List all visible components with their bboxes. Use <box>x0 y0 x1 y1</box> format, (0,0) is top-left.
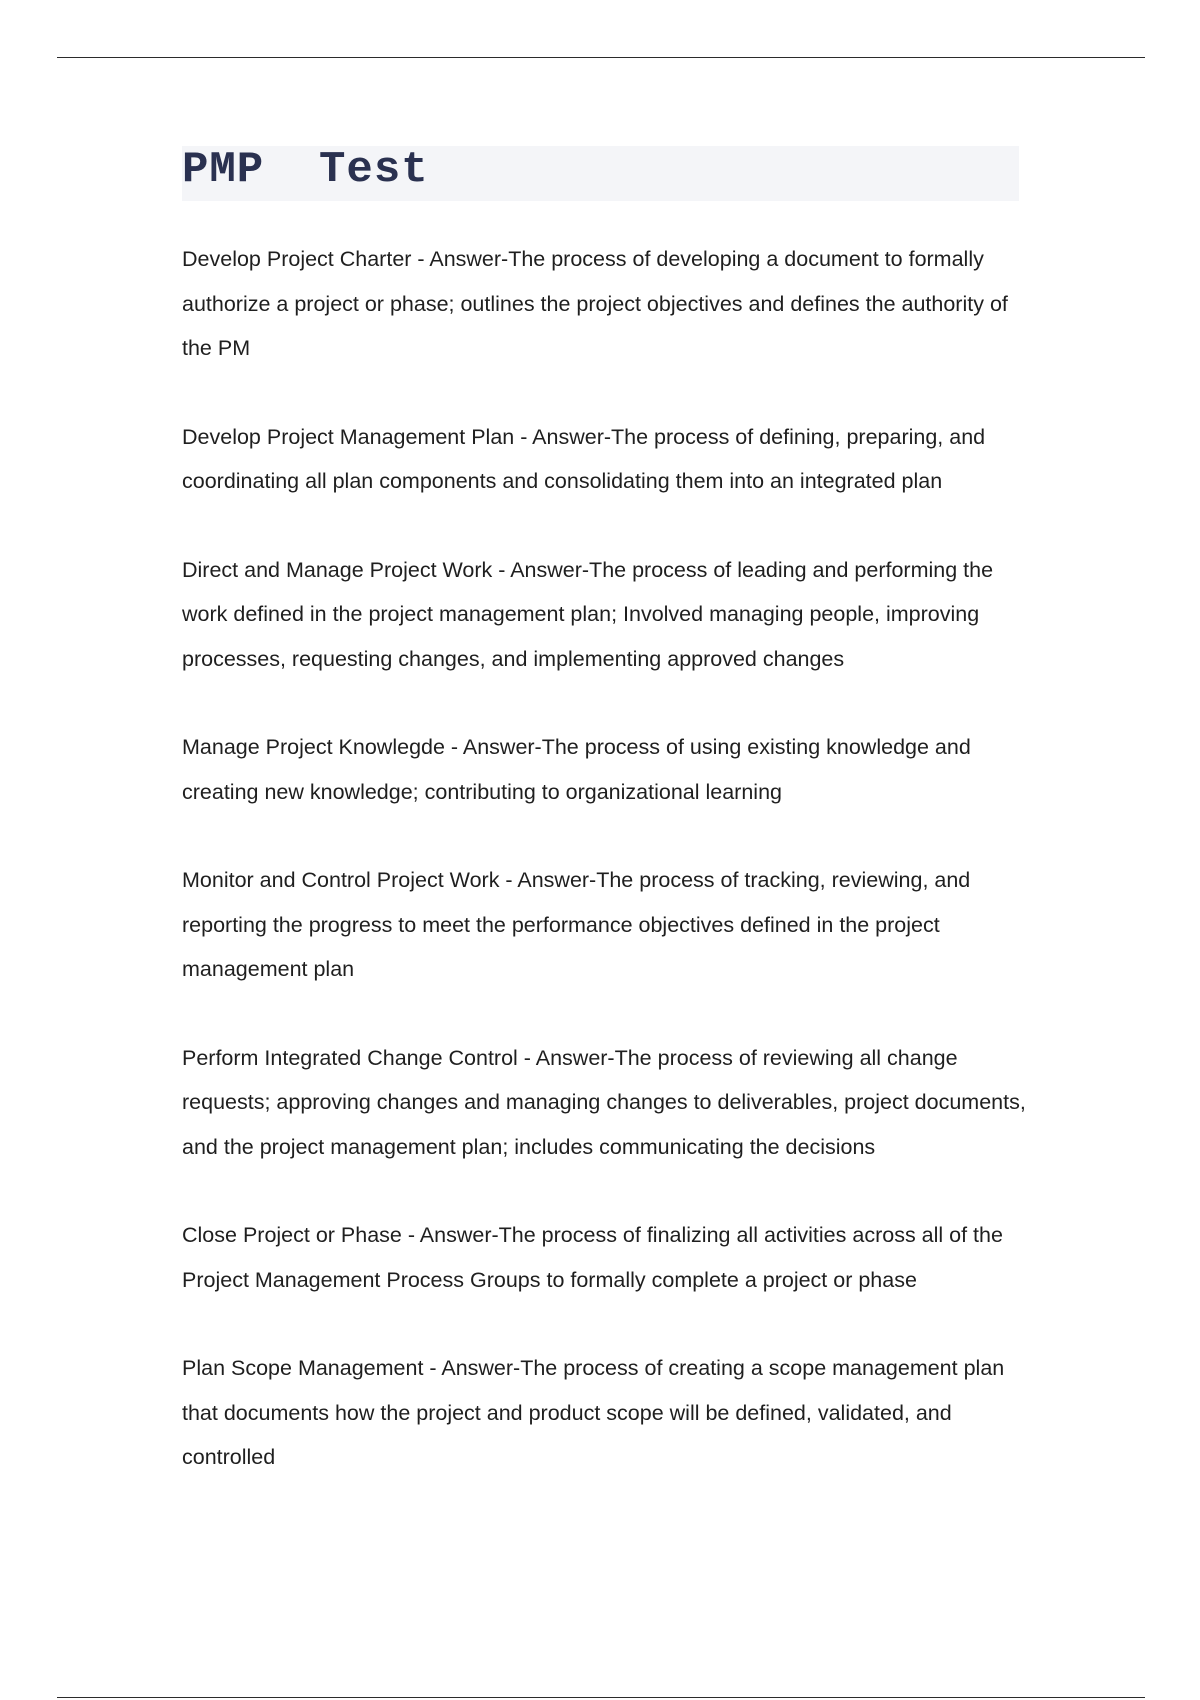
flashcard-entry: Monitor and Control Project Work - Answer-The process of tracking, reviewing, and reporting the progress to meet the performance objectives defined in the project management plan <box>182 868 971 981</box>
flashcard-entry: Plan Scope Management - Answer-The process of creating a scope management plan that documents how the project and product scope will be defined, validated, and controlled <box>182 1356 1005 1469</box>
flashcard-entry: Close Project or Phase - Answer-The process of finalizing all activities across all of the Project Management Process Groups to formally complete a project or phase <box>182 1223 1003 1292</box>
page-title: PMP Test <box>182 145 429 195</box>
flashcard-list <box>182 237 1032 1524</box>
flashcard-entry: Manage Project Knowlegde - Answer-The process of using existing knowledge and creating new knowledge; contributing to organizational learning <box>182 735 971 804</box>
flashcard-entry: Develop Project Charter - Answer-The process of developing a document to formally authorize a project or phase; outlines the project objectives and defines the authority of the PM <box>182 247 1008 360</box>
header-rule <box>57 57 1145 58</box>
flashcard-entry: Direct and Manage Project Work - Answer-The process of leading and performing the work defined in the project management plan; Involved managing people, improving processes, requesting changes, and implementing approved changes <box>182 557 994 671</box>
footer-rule <box>57 1697 1145 1698</box>
flashcard-entry: Develop Project Management Plan - Answer-The process of defining, preparing, and coordinating all plan components and consolidating them into an integrated plan <box>182 424 986 493</box>
flashcard-entry: Perform Integrated Change Control - Answer-The process of reviewing all change requests; approving changes and managing changes to deliverables, project documents, and the project management plan; includes communicating the decisions <box>182 1045 1026 1159</box>
